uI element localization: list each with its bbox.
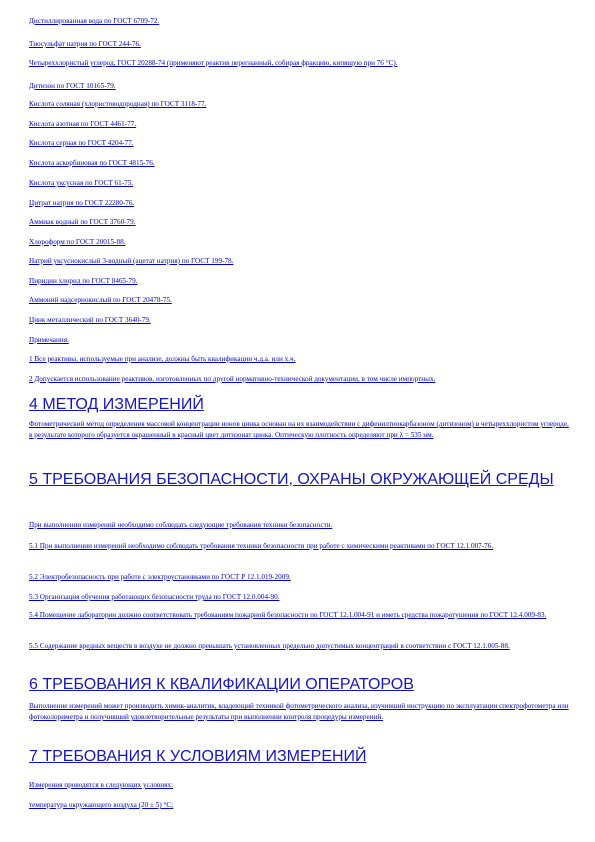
- section-5-intro[interactable]: При выполнении измерений необходимо соблюдать следующие требования техники безопасности.: [29, 521, 333, 529]
- reagent-acetic-acid[interactable]: Кислота уксусная по ГОСТ 61-75.: [29, 179, 134, 187]
- reagent-ascorbic-acid[interactable]: Кислота аскорбиновая по ГОСТ 4815-76.: [29, 159, 155, 167]
- reagent-sodium-acetate[interactable]: Натрий уксуснокислый 3-водный (ацетат натрия) по ГОСТ 199-78.: [29, 257, 234, 265]
- reagent-pyridine-chloride[interactable]: Пиридин хлорид по ГОСТ 8465-79.: [29, 277, 138, 285]
- section-6-heading[interactable]: 6 ТРЕБОВАНИЯ К КВАЛИФИКАЦИИ ОПЕРАТОРОВ: [29, 676, 414, 693]
- reagent-sodium-citrate[interactable]: Цитрат натрия по ГОСТ 22280-76.: [29, 199, 135, 207]
- section-7-heading[interactable]: 7 ТРЕБОВАНИЯ К УСЛОВИЯМ ИЗМЕРЕНИЙ: [29, 748, 367, 765]
- reagent-dithizone[interactable]: Дитизон по ГОСТ 10165-79.: [29, 82, 116, 90]
- section-4-text[interactable]: Фотометрический метод определения массовой концентрации ионов цинка основан на их взаимодействии с дифенилтиокарбазоном (дитизоном) в четыреххлористом углероде, в результате которого образуется окрашенный в красный цвет дитизонат цинка. Оптическую плотность определяют при λ = 535 нм.: [29, 420, 569, 439]
- section-5-4[interactable]: 5.4 Помещение лаборатории должно соответствовать требованиям пожарной безопасности по ГОСТ 12.1.004-91 и иметь средства пожаротушения по ГОСТ 12.4.009-83.: [29, 611, 547, 619]
- note-2[interactable]: 2 Допускается использование реактивов, изготовленных по другой нормативно-технической документации, в том числе импортных.: [29, 375, 436, 383]
- section-7-1[interactable]: температура окружающего воздуха (20 ± 5) °С;: [29, 801, 174, 809]
- section-4-heading[interactable]: 4 МЕТОД ИЗМЕРЕНИЙ: [29, 396, 204, 413]
- reagent-zinc-metal[interactable]: Цинк металлический по ГОСТ 3640-79.: [29, 316, 151, 324]
- section-5-1[interactable]: 5.1 При выполнении измерений необходимо соблюдать требования техники безопасности при работе с химическими реактивами по ГОСТ 12.1.007-76.: [29, 542, 494, 550]
- note-1[interactable]: 1 Все реактивы, используемые при анализе, должны быть квалификации ч.д.а. или х.ч.: [29, 355, 296, 363]
- section-5-3[interactable]: 5.3 Организация обучения работающих безопасности труда по ГОСТ 12.0.004-90.: [29, 593, 280, 601]
- reagent-distilled-water[interactable]: Дистиллированная вода по ГОСТ 6709-72.: [29, 17, 160, 25]
- section-6-text[interactable]: Выполнение измерений может производить химик-аналитик, владеющий техникой фотометрического анализа, изучивший инструкцию по эксплуатации спектрофотометра или фотоколориметра и получивший удовлетворительные результаты при выполнении контроля процедуры измерений.: [29, 702, 569, 721]
- reagent-sodium-thiosulfate[interactable]: Тиосульфат натрия по ГОСТ 244-76.: [29, 40, 141, 48]
- reagent-aqueous-ammonia[interactable]: Аммиак водный по ГОСТ 3760-79.: [29, 218, 136, 226]
- section-5-5[interactable]: 5.5 Содержание вредных веществ в воздухе не должно превышать установленных предельно допустимых концентраций в соответствии с ГОСТ 12.1.005-88.: [29, 642, 510, 650]
- reagent-nitric-acid[interactable]: Кислота азотная по ГОСТ 4461-77.: [29, 120, 137, 128]
- section-5-2[interactable]: 5.2 Электробезопасность при работе с электроустановками по ГОСТ Р 12.1.019-2009.: [29, 573, 291, 581]
- section-7-intro[interactable]: Измерения проводятся в следующих условиях:: [29, 781, 174, 789]
- reagent-chloroform[interactable]: Хлороформ по ГОСТ 20015-88.: [29, 238, 126, 246]
- reagent-ammonium-persulfate[interactable]: Аммоний надсернокислый по ГОСТ 20478-75.: [29, 296, 172, 304]
- section-5-heading[interactable]: 5 ТРЕБОВАНИЯ БЕЗОПАСНОСТИ, ОХРАНЫ ОКРУЖАЮЩЕЙ СРЕДЫ: [29, 471, 554, 488]
- notes-title[interactable]: Примечания.: [29, 336, 69, 344]
- reagent-sulfuric-acid[interactable]: Кислота серная по ГОСТ 4204-77.: [29, 139, 134, 147]
- reagent-hydrochloric-acid[interactable]: Кислота соляная (хлористоводородная) по ГОСТ 3118-77.: [29, 100, 207, 108]
- reagent-carbon-tetrachloride[interactable]: Четыреххлористый углерод, ГОСТ 20288-74 (применяют реактив перегнанный, собирая фракцию, кипящую при 76 °С).: [29, 59, 398, 67]
